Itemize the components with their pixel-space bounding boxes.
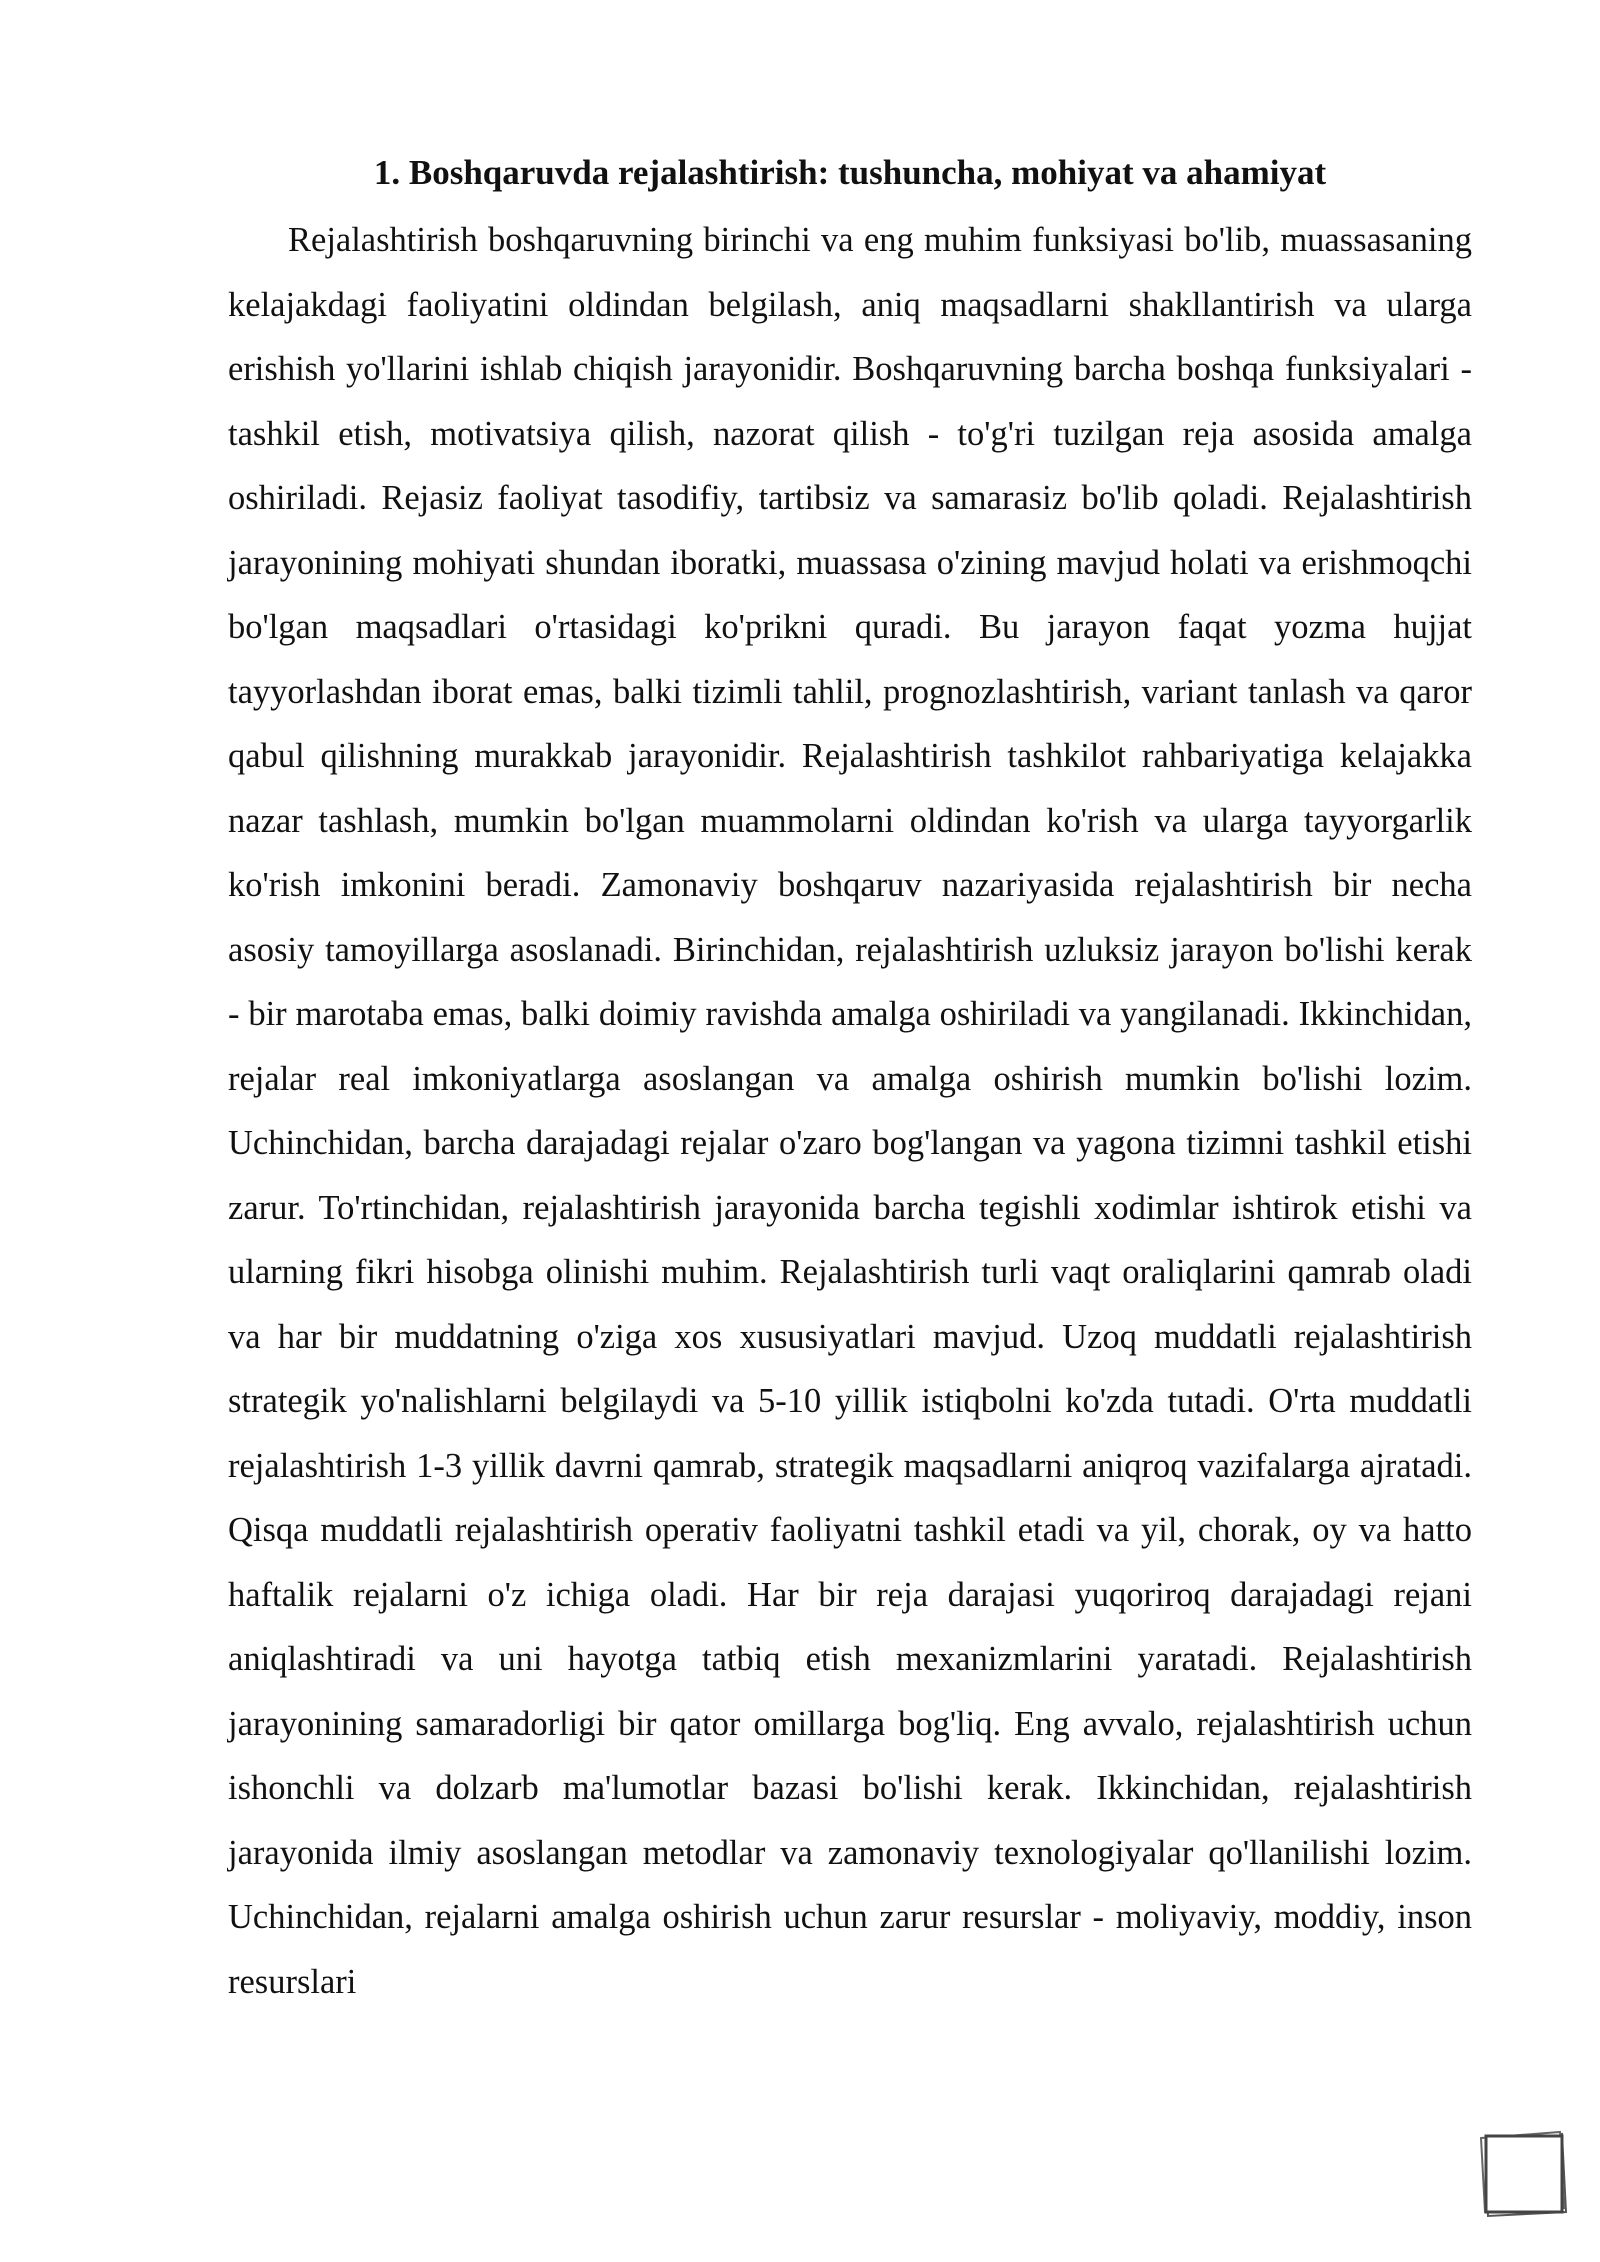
- body-paragraph: Rejalashtirish boshqaruvning birinchi va eng muhim funksiyasi bo'lib, muassasaning kelajakdagi faoliyatini oldindan belgilash, aniq maqsadlarni shakllantirish va ularga erishish yo'llarini ishlab chiqish jarayonidir. Boshqaruvning barcha boshqa funksiyalari - tashkil etish, motivatsiya qilish, nazorat qilish - to'g'ri tuzilgan reja asosida amalga oshiriladi. Rejasiz faoliyat tasodifiy, tartibsiz va samarasiz bo'lib qoladi. Rejalashtirish jarayonining mohiyati shundan iboratki, muassasa o'zining mavjud holati va erishmoqchi bo'lgan maqsadlari o'rtasidagi ko'prikni quradi. Bu jarayon faqat yozma hujjat tayyorlashdan iborat emas, balki tizimli tahlil, prognozlashtirish, variant tanlash va qaror qabul qilishning murakkab jarayonidir. Rejalashtirish tashkilot rahbariyatiga kelajakka nazar tashlash, mumkin bo'lgan muammolarni oldindan ko'rish va ularga tayyorgarlik ko'rish imkonini beradi. Zamonaviy boshqaruv nazariyasida rejalashtirish bir necha asosiy tamoyillarga asoslanadi. Birinchidan, rejalashtirish uzluksiz jarayon bo'lishi kerak - bir marotaba emas, balki doimiy ravishda amalga oshiriladi va yangilanadi. Ikkinchidan, rejalar real imkoniyatlarga asoslangan va amalga oshirish mumkin bo'lishi lozim. Uchinchidan, barcha darajadagi rejalar o'zaro bog'langan va yagona tizimni tashkil etishi zarur. To'rtinchidan, rejalashtirish jarayonida barcha tegishli xodimlar ishtirok etishi va ularning fikri hisobga olinishi muhim. Rejalashtirish turli vaqt oraliqlarini qamrab oladi va har bir muddatning o'ziga xos xususiyatlari mavjud. Uzoq muddatli rejalashtirish strategik yo'nalishlarni belgilaydi va 5-10 yillik istiqbolni ko'zda tutadi. O'rta muddatli rejalashtirish 1-3 yillik davrni qamrab, strategik maqsadlarni aniqroq vazifalarga ajratadi. Qisqa muddatli rejalashtirish operativ faoliyatni tashkil etadi va yil, chorak, oy va hatto haftalik rejalarni o'z ichiga oladi. Har bir reja darajasi yuqoriroq darajadagi rejani aniqlashtiradi va uni hayotga tatbiq etish mexanizmlarini yaratadi. Rejalashtirish jarayonining samaradorligi bir qator omillarga bog'liq. Eng avvalo, rejalashtirish uchun ishonchli va dolzarb ma'lumotlar bazasi bo'lishi kerak. Ikkinchidan, rejalashtirish jarayonida ilmiy asoslangan metodlar va zamonaviy texnologiyalar qo'llanilishi lozim. Uchinchidan, rejalarni amalga oshirish uchun zarur resurslar - moliyaviy, moddiy, inson resurslari: [228, 221, 1472, 2001]
- section-heading: 1. Boshqaruvda rejalashtirish: tushuncha, mohiyat va ahamiyat: [373, 153, 1327, 192]
- stacked-page-frame-icon: [1476, 2124, 1572, 2220]
